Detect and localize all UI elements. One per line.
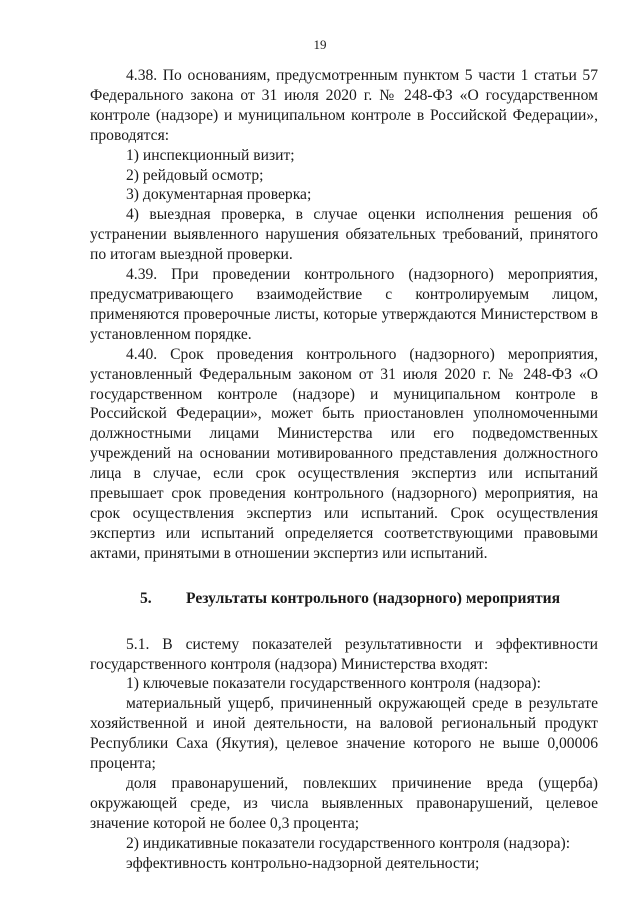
indicator-efficiency: эффективность контрольно-надзорной деятельности; xyxy=(126,854,480,872)
list-item-key-indicators: 1) ключевые показатели государственного контроля (надзора): xyxy=(126,675,541,693)
paragraph-4-39: 4.39. При проведении контрольного (надзорного) мероприятия, предусматривающего взаимодействие с контролируемым лицом, применяются проверочные листы, которые утверждаются Министерством в установленном порядке. xyxy=(90,266,598,343)
paragraph-4-40: 4.40. Срок проведения контрольного (надзорного) мероприятия, установленный Федеральным законом от 31 июля 2020 г. № 248-ФЗ «О государственном контроле (надзоре) и муниципальном контроле в Российской Федерации», может быть приостановлен уполномоченными должностными лицами Министерства или его подведомственных учреждений на основании мотивированного представления должностного лица в случае, если срок осуществления экспертиз или испытаний превышает срок проведения контрольного (надзорного) мероприятия, на срок осуществления экспертиз или испытаний. Срок осуществления экспертиз или испытаний определяется соответствующими правовыми актами, принятыми в отношении экспертиз или испытаний. xyxy=(90,345,598,562)
indicator-material-damage: материальный ущерб, причиненный окружающей среде в результате хозяйственной и иной деятельности, на валовой региональный продукт Республики Саха (Якутия), целевое значение которого не выше 0,00006 процента; xyxy=(90,695,598,773)
list-item-raid-inspection: 2) рейдовый осмотр; xyxy=(126,166,264,184)
list-item-documentary-check: 3) документарная проверка; xyxy=(126,186,312,204)
list-item-onsite-check: 4) выездная проверка, в случае оценки исполнения решения об устранении выявленного нарушения обязательных требований, принятого по итогам выездной проверки. xyxy=(90,206,598,264)
document-body xyxy=(90,66,598,874)
section-title: Результаты контрольного (надзорного) мероприятия xyxy=(186,589,561,607)
page-number: 19 xyxy=(313,37,327,52)
paragraph-5-1: 5.1. В систему показателей результативности и эффективности государственного контроля (надзора) Министерства входят: xyxy=(90,635,598,673)
paragraph-4-38: 4.38. По основаниям, предусмотренным пунктом 5 части 1 статьи 57 Федерального закона от 31 июля 2020 г. № 248-ФЗ «О государственном контроле (надзоре) и муниципальном контроле в Российской Федерации», проводятся: xyxy=(90,67,598,144)
section-heading xyxy=(90,589,598,609)
list-item-indicative-indicators: 2) индикативные показатели государственного контроля (надзора): xyxy=(126,834,571,852)
indicator-violations-share: доля правонарушений, повлекших причинение вреда (ущерба) окружающей среде, из числа выявленных правонарушений, целевое значение которой не более 0,3 процента; xyxy=(90,775,598,832)
section-number: 5. xyxy=(140,589,152,607)
list-item-inspection-visit: 1) инспекционный визит; xyxy=(126,146,295,164)
